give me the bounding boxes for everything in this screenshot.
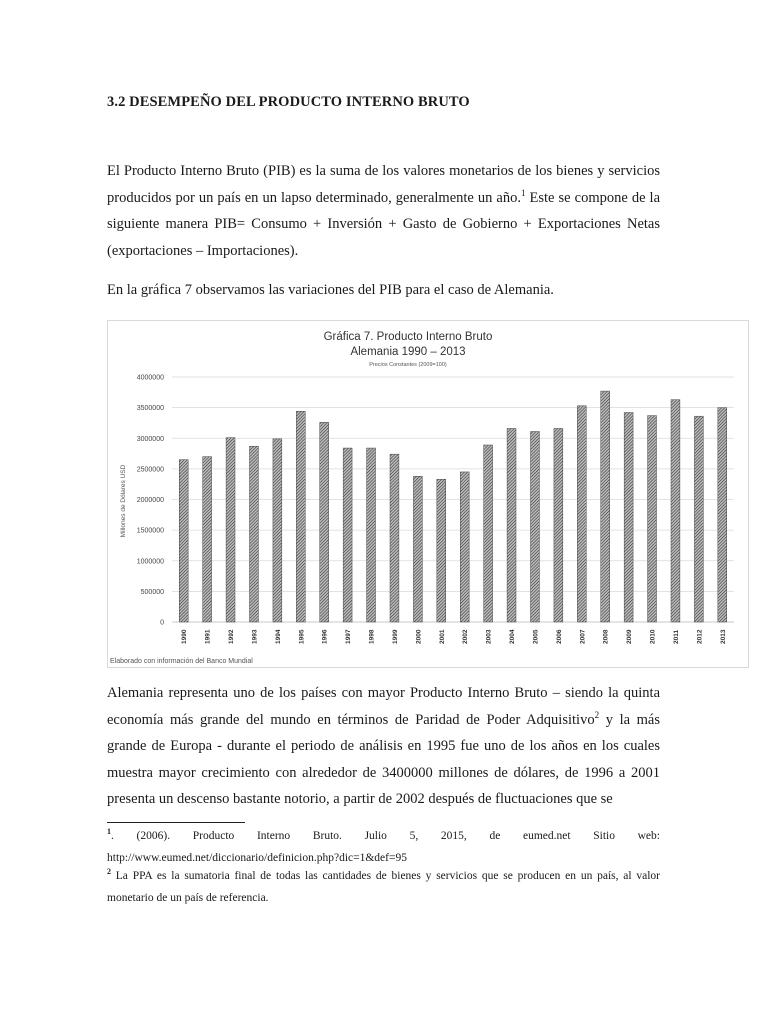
- x-tick-label: 2006: [555, 629, 563, 644]
- x-tick-label: 1998: [368, 629, 376, 644]
- bar-chart: [108, 321, 748, 667]
- footnote-1: [107, 825, 660, 869]
- footnote-link[interactable]: http://www.eumed.net/diccionario/definicion.php?dic=1&def=95: [107, 852, 407, 864]
- bar-1997: [343, 448, 352, 622]
- footnote-marker: 1: [107, 827, 111, 837]
- x-tick-label: 2003: [485, 629, 493, 644]
- paragraph-text: Este se compone de la siguiente manera PIB= Consumo + Inversión + Gasto de Gobierno + Exportaciones Netas (exportaciones – Importaciones).: [107, 189, 661, 259]
- x-tick-label: 2004: [509, 629, 517, 644]
- x-tick-label: 1993: [251, 629, 259, 644]
- x-tick-label: 2008: [602, 629, 610, 644]
- bar-1996: [320, 422, 329, 622]
- footnote-reference[interactable]: 1: [521, 187, 526, 198]
- x-tick-label: 1996: [321, 629, 329, 644]
- bar-1998: [367, 448, 376, 622]
- paragraph-analysis: [107, 680, 660, 813]
- y-axis-label: Millones de Dólares USD: [120, 464, 127, 538]
- x-tick-label: 2013: [719, 629, 727, 644]
- bar-2006: [554, 428, 563, 622]
- bar-1999: [390, 454, 399, 622]
- x-tick-label: 2010: [649, 629, 657, 644]
- paragraph-text: y la más grande de Europa - durante el periodo de análisis en 1995 fue uno de los años en los cuales muestra mayor crecimiento con alrededor de 3400000 millones de dólares, de 1996 a 2001 presenta un descenso bastante notorio, a partir de 2002 después de fluctuaciones que se: [107, 711, 661, 807]
- paragraph-chart-intro: En la gráfica 7 observamos las variaciones del PIB para el caso de Alemania.: [107, 282, 554, 298]
- bar-2000: [413, 476, 422, 622]
- footnote-text: . (2006). Producto Interno Bruto. Julio 5, 2015, de eumed.net Sitio web:: [111, 830, 660, 842]
- bar-2008: [601, 391, 610, 622]
- footnote-1-line1: [107, 825, 660, 847]
- x-tick-label: 1994: [274, 629, 282, 644]
- y-tick-label: 500000: [140, 588, 164, 596]
- bar-1994: [273, 439, 282, 622]
- x-tick-label: 1991: [204, 629, 212, 644]
- bar-2003: [484, 445, 493, 622]
- footnote-separator: [107, 822, 245, 823]
- x-tick-label: 1995: [298, 629, 306, 644]
- chart-bars: [179, 391, 726, 622]
- bar-2013: [718, 408, 727, 622]
- y-tick-label: 0: [160, 619, 164, 627]
- x-tick-label: 2002: [462, 629, 470, 644]
- footnote-marker: 2: [107, 867, 111, 877]
- bar-2004: [507, 428, 516, 622]
- x-tick-label: 2005: [532, 629, 540, 644]
- footnote-2: [107, 865, 660, 909]
- y-tick-label: 4000000: [136, 374, 164, 382]
- bar-1992: [226, 438, 235, 622]
- bar-2009: [624, 413, 633, 622]
- y-tick-label: 2000000: [136, 497, 164, 504]
- chart-source: Elaborado con información del Banco Mundial: [110, 658, 253, 665]
- paragraph-text: Alemania representa uno de los países con mayor Producto Interno Bruto – siendo la quinta economía más grande del mundo en términos de Paridad de Poder Adquisitivo: [107, 685, 660, 728]
- bar-2002: [460, 472, 469, 622]
- x-tick-label: 1997: [345, 629, 353, 644]
- bar-1995: [296, 411, 305, 622]
- x-tick-label: 1992: [228, 629, 236, 644]
- y-tick-label: 1000000: [136, 558, 164, 566]
- x-tick-label: 2009: [626, 629, 634, 644]
- y-tick-label: 3000000: [136, 435, 164, 443]
- x-axis-ticks: [181, 629, 727, 644]
- bar-2007: [577, 406, 586, 622]
- x-tick-label: 1999: [391, 629, 399, 644]
- y-tick-label: 3500000: [136, 405, 164, 413]
- x-tick-label: 2012: [696, 629, 704, 644]
- x-tick-label: 2000: [415, 629, 423, 644]
- paragraph-pib-definition: [107, 158, 660, 264]
- bar-2001: [437, 479, 446, 622]
- x-tick-label: 2001: [438, 629, 446, 644]
- footnote-text: La PPA es la sumatoria final de todas las cantidades de bienes y servicios que se producen en un país, al valor monetario de un país de referencia.: [107, 870, 660, 904]
- bar-1990: [179, 460, 188, 622]
- paragraph-text: El Producto Interno Bruto (PIB) es la suma de los valores monetarios de los bienes y servicios producidos por un país en un lapso determinado, generalmente un año.: [107, 163, 660, 206]
- y-tick-label: 1500000: [136, 527, 164, 535]
- bar-1993: [250, 446, 259, 622]
- bar-2012: [694, 416, 703, 622]
- chart-container: [107, 320, 749, 668]
- y-axis-ticks: [137, 375, 164, 627]
- chart-note: Precios Constantes (2009=100): [369, 362, 447, 368]
- section-heading: 3.2 DESEMPEÑO DEL PRODUCTO INTERNO BRUTO: [107, 94, 470, 110]
- x-tick-label: 1990: [181, 629, 189, 644]
- x-tick-label: 2007: [579, 629, 587, 644]
- bar-2010: [648, 416, 657, 622]
- footnote-reference[interactable]: 2: [594, 709, 600, 720]
- bar-1991: [203, 457, 212, 622]
- y-tick-label: 2500000: [136, 466, 164, 474]
- bar-2005: [531, 432, 540, 622]
- chart-title: Gráfica 7. Producto Interno Bruto: [323, 331, 493, 343]
- chart-subtitle: Alemania 1990 – 2013: [350, 346, 466, 358]
- bar-2011: [671, 400, 680, 622]
- x-tick-label: 2011: [672, 629, 680, 644]
